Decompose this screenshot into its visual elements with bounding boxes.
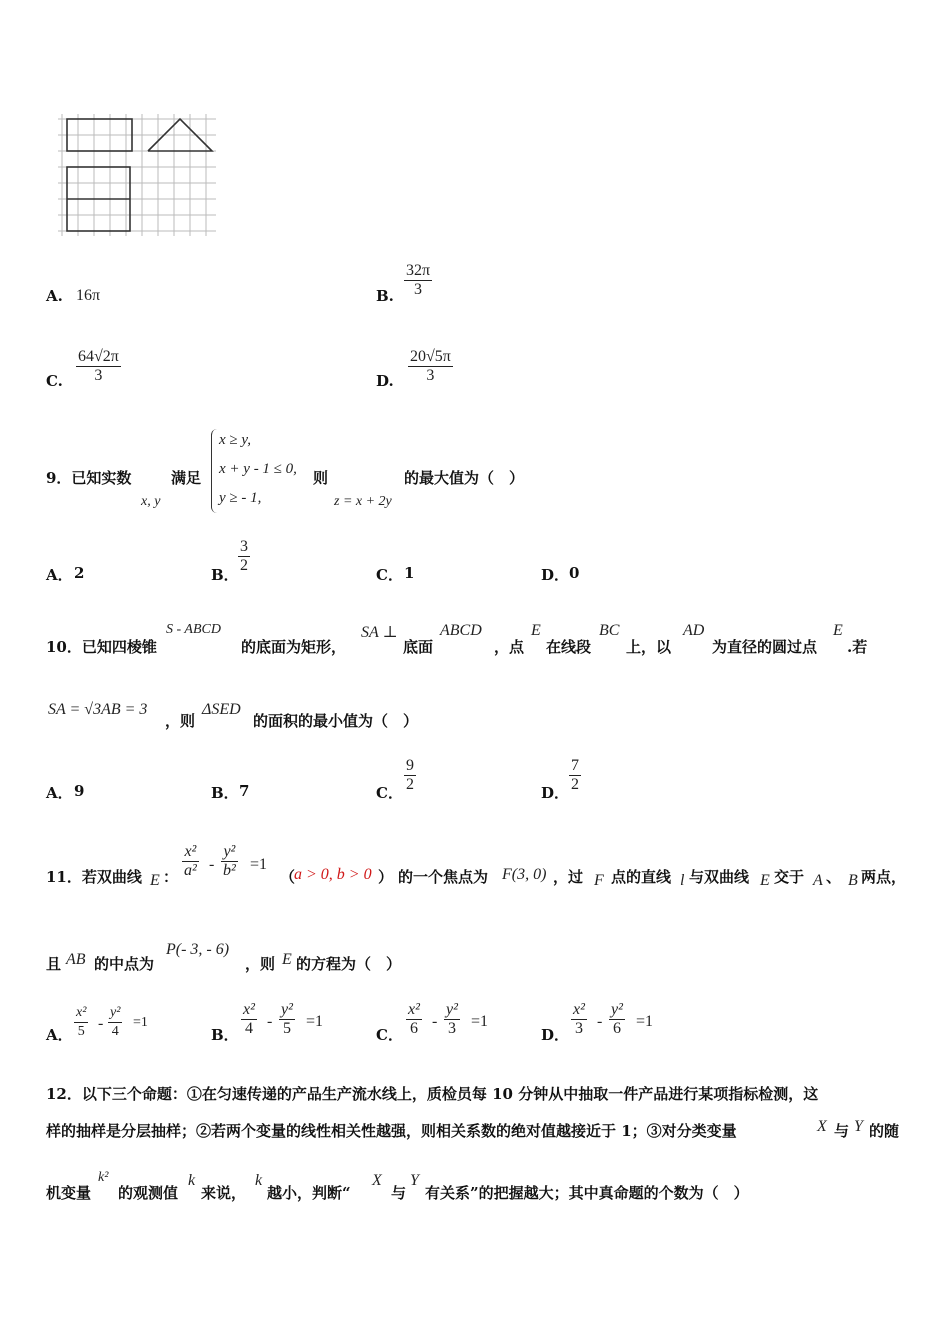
q8-option-b-fraction	[404, 262, 432, 299]
q10-text-2: 的底面为矩形，	[241, 638, 347, 656]
q11-math-e3: E	[282, 951, 292, 968]
q11-condition: a > 0, b > 0	[294, 866, 372, 883]
numerator: x²	[573, 1001, 585, 1018]
numerator: 64√2π	[78, 348, 119, 365]
numerator: 32π	[406, 262, 431, 279]
q9-then: 则	[313, 469, 329, 487]
q11-eq-minus: -	[209, 856, 215, 873]
numerator: y²	[223, 843, 236, 860]
q11-option-a-letter: A．	[46, 1026, 73, 1044]
q12-line-1: 12．以下三个命题：①在匀速传递的产品生产流水线上，质检员每 10 分钟从中抽取一件产品进行某项指标检测，这	[46, 1085, 819, 1103]
numerator: y²	[281, 1001, 293, 1018]
q12-line-3e: 与	[391, 1184, 407, 1202]
q10-text-6: 上，以	[626, 638, 672, 656]
numerator: 9	[406, 757, 414, 774]
q11-option-a-minus: -	[98, 1015, 104, 1032]
q8-option-a-value: 16π	[76, 287, 101, 304]
denominator: 3	[426, 367, 435, 384]
q8-option-d-fraction	[408, 348, 453, 385]
q11-option-d-letter: D．	[541, 1026, 570, 1044]
q11-math-a: A	[813, 872, 823, 889]
denominator: 2	[240, 557, 248, 574]
numerator: x²	[184, 843, 197, 860]
q11-math-l: l	[680, 872, 685, 889]
q8-option-d-letter: D.	[376, 372, 394, 390]
q11-math-b: B	[848, 872, 858, 889]
numerator: x²	[408, 1001, 420, 1018]
q11-text-4: 点的直线	[611, 868, 672, 886]
q11-option-b-minus: -	[267, 1013, 273, 1030]
q8-option-c-letter: C.	[46, 372, 63, 390]
q10-math-1: S - ABCD	[166, 622, 221, 637]
numerator: 3	[240, 538, 248, 555]
q11-math-ab: AB	[66, 951, 86, 968]
q11-colon: ：	[163, 868, 179, 886]
q9-constraint-3: y ≥ - 1,	[219, 490, 262, 506]
q10-text-3: 底面	[403, 638, 434, 656]
q8-option-a-letter: A.	[46, 287, 63, 305]
denominator: 3	[447, 1020, 456, 1037]
q11-option-a-rhs: =1	[133, 1015, 148, 1030]
q11-option-a-frac-y	[108, 1004, 122, 1041]
denominator: 4	[244, 1020, 253, 1037]
q11-option-c-frac-x	[406, 1001, 422, 1038]
q10-option-b-letter: B．	[211, 784, 239, 802]
q9-constraint-2: x + y - 1 ≤ 0,	[219, 461, 297, 477]
numerator: y²	[110, 1005, 121, 1020]
denominator: 5	[282, 1020, 291, 1037]
q11-option-d-frac-x	[571, 1001, 587, 1038]
q11-text-5: 与双曲线	[689, 868, 750, 886]
q10-text-1: 10．已知四棱锥	[46, 638, 157, 656]
q9-option-d-letter: D．	[541, 566, 570, 584]
q9-suffix: 的最大值为（ ）	[404, 469, 525, 487]
q10-option-d-letter: D．	[541, 784, 570, 802]
q11-text-9: 的中点为	[94, 955, 155, 973]
q11-option-c-minus: -	[432, 1013, 438, 1030]
q12-math-x-2: X	[372, 1172, 382, 1189]
q10-option-a-value: 9	[74, 782, 85, 800]
denominator: 3	[94, 367, 103, 384]
q12-line-2b: 与	[834, 1122, 850, 1140]
q11-math-e2: E	[760, 872, 770, 889]
q11-eq-rhs: =1	[250, 856, 268, 873]
q10-math-5: BC	[599, 622, 620, 639]
q11-math-e: E	[150, 872, 160, 889]
q11-lparen: （	[280, 868, 296, 886]
system-brace	[211, 429, 218, 513]
denominator: 6	[409, 1020, 418, 1037]
q9-option-c-value: 1	[404, 564, 415, 582]
q11-eq-frac-y	[221, 843, 238, 880]
q11-option-c-letter: C．	[376, 1026, 403, 1044]
q11-option-b-letter: B．	[211, 1026, 239, 1044]
numerator: x²	[243, 1001, 255, 1018]
q12-line-3b: 的观测值	[118, 1184, 179, 1202]
q9-option-c-letter: C．	[376, 566, 403, 584]
q11-eq-frac-x	[182, 843, 199, 880]
denominator: 3	[574, 1020, 583, 1037]
denominator: b²	[223, 862, 236, 879]
q12-math-k2: k²	[98, 1170, 109, 1185]
denominator: 6	[612, 1020, 621, 1037]
q12-line-2a: 样的抽样是分层抽样；②若两个变量的线性相关性越强，则相关系数的绝对值越接近于 1；③对分类变量	[46, 1122, 737, 1140]
q11-option-d-frac-y	[609, 1001, 625, 1038]
q11-option-b-frac-y	[279, 1001, 295, 1038]
q10-math-6: AD	[683, 622, 705, 639]
q11-math-f: F(3, 0)	[502, 866, 547, 883]
q9-prefix: 9．已知实数	[46, 469, 132, 487]
q10-math-7: E	[833, 622, 843, 639]
q10-option-a-letter: A．	[46, 784, 73, 802]
numerator: y²	[611, 1001, 623, 1018]
q10-text-4: ，点	[494, 638, 525, 656]
q12-line-3f: 有关系”的把握越大；其中真命题的个数为（ ）	[425, 1184, 749, 1202]
three-view-figure	[56, 110, 221, 240]
q11-math-p: P(- 3, - 6)	[166, 941, 230, 958]
q9-option-b-letter: B．	[211, 566, 239, 584]
q12-line-3d: 越小，判断“	[267, 1184, 351, 1202]
q8-option-b-letter: B.	[376, 287, 394, 305]
q12-math-k: k	[188, 1172, 196, 1189]
q9-satisfy: 满足	[171, 469, 202, 487]
q11-text-6b: 、	[826, 868, 842, 886]
q9-objective: z = x + 2y	[334, 494, 392, 509]
numerator: 7	[571, 757, 579, 774]
q11-text-11: 的方程为（ ）	[296, 955, 402, 973]
q11-text-3: ，过	[553, 868, 584, 886]
q9-constraint-1: x ≥ y,	[219, 432, 251, 448]
denominator: 2	[571, 776, 579, 793]
q12-line-3a: 机变量	[46, 1184, 92, 1202]
numerator: y²	[446, 1001, 458, 1018]
q10-text-10: 的面积的最小值为（ ）	[253, 712, 419, 730]
q9-option-a-value: 2	[74, 564, 85, 582]
q10-option-b-value: 7	[239, 782, 250, 800]
q10-text-7: 为直径的圆过点	[712, 638, 818, 656]
q9-option-a-letter: A．	[46, 566, 73, 584]
q10-math-4: E	[531, 622, 541, 639]
q11-rparen: ）	[378, 868, 394, 886]
q11-option-a-frac-x	[74, 1004, 88, 1041]
q11-option-b-rhs: =1	[306, 1013, 324, 1030]
q11-math-f2: F	[594, 872, 604, 889]
denominator: 4	[111, 1024, 119, 1039]
q11-text-10: ，则	[245, 955, 276, 973]
q11-text-7: 两点，	[861, 868, 907, 886]
q10-text-8: .若	[847, 638, 868, 656]
q12-math-k-2: k	[255, 1172, 263, 1189]
q10-option-c-fraction	[404, 757, 416, 794]
q10-option-c-letter: C．	[376, 784, 403, 802]
q11-text-1: 11．若双曲线	[46, 868, 142, 886]
denominator: 2	[406, 776, 414, 793]
q11-text-8: 且	[46, 955, 62, 973]
q10-math-3: ABCD	[440, 622, 482, 639]
q11-text-6: 交于	[774, 868, 805, 886]
q10-math-8: SA = √3AB = 3	[48, 701, 148, 718]
q10-text-9: ，则	[165, 712, 196, 730]
q11-text-2: 的一个焦点为	[398, 868, 489, 886]
q12-math-x: X	[817, 1118, 827, 1135]
q12-math-y-2: Y	[410, 1172, 419, 1189]
q11-option-c-frac-y	[444, 1001, 460, 1038]
q10-text-5: 在线段	[546, 638, 592, 656]
q11-option-c-rhs: =1	[471, 1013, 489, 1030]
q12-line-2c: 的随	[869, 1122, 900, 1140]
denominator: a²	[184, 862, 197, 879]
q10-math-9: ΔSED	[202, 701, 241, 718]
q11-option-d-minus: -	[597, 1013, 603, 1030]
q11-option-b-frac-x	[241, 1001, 257, 1038]
q9-option-b-fraction	[238, 538, 250, 575]
q12-line-3c: 来说，	[201, 1184, 247, 1202]
denominator: 3	[414, 281, 423, 298]
q9-option-d-value: 0	[569, 564, 580, 582]
q9-vars: x, y	[141, 494, 161, 509]
numerator: 20√5π	[410, 348, 451, 365]
q11-option-d-rhs: =1	[636, 1013, 654, 1030]
q8-option-c-fraction	[76, 348, 121, 385]
denominator: 5	[77, 1024, 85, 1039]
q12-math-y: Y	[854, 1118, 863, 1135]
q10-math-2: SA ⊥	[361, 624, 398, 641]
numerator: x²	[76, 1005, 87, 1020]
q10-option-d-fraction	[569, 757, 581, 794]
